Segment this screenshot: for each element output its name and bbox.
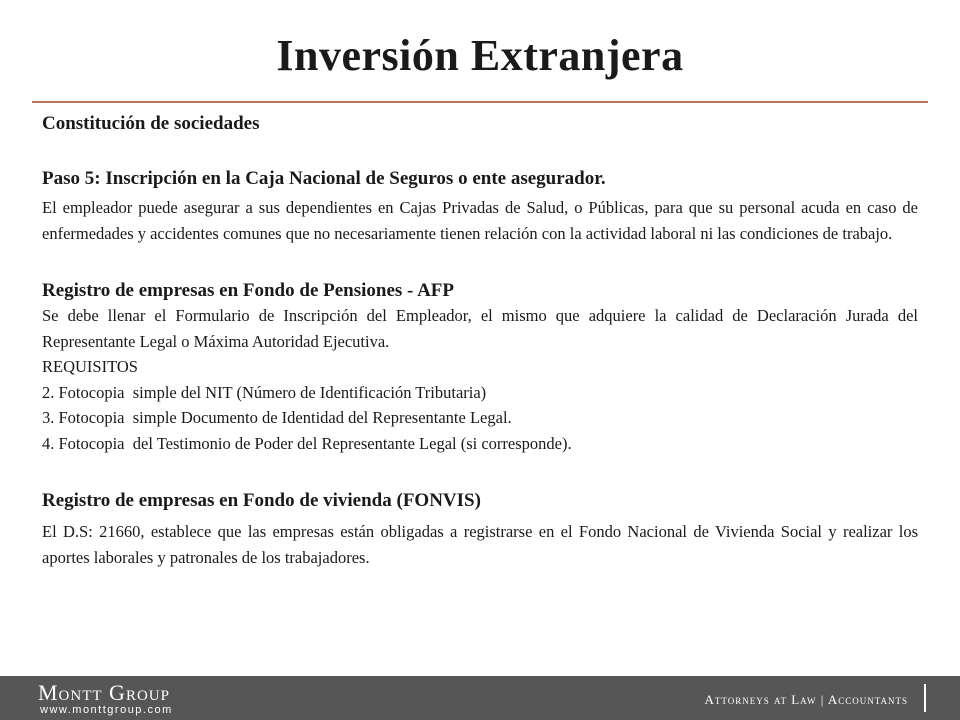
afp-requirements-label: REQUISITOS [42,357,138,377]
slide-title: Inversión Extranjera [276,31,684,80]
afp-requirement-item: 2. Fotocopia simple del NIT (Número de Identificación Tributaria) [42,382,487,402]
footer-tagline: Attorneys at Law | Accountants [704,692,908,707]
step5-body: El empleador puede asegurar a sus dependientes en Cajas Privadas de Salud, o Públicas, para que su personal acuda en caso de enfermedades y accidentes comunes que no necesariamente tienen relación con la actividad laboral ni las condiciones de trabajo. [42,198,918,243]
footer-bar [0,676,960,720]
section-heading: Constitución de sociedades [42,113,260,134]
company-url: www.monttgroup.com [40,704,173,716]
company-logo: Montt Group [38,680,170,705]
spacer [42,457,918,489]
slide-content [42,112,918,570]
afp-requirement-item: 4. Fotocopia del Testimonio de Poder del Representante Legal (si corresponde). [42,434,572,453]
afp-requirement-item: 3. Fotocopia simple Documento de Identidad del Representante Legal. [42,408,512,428]
fonvis-body: El D.S: 21660, establece que las empresas están obligadas a registrarse en el Fondo Nacional de Vivienda Social y realizar los aportes laborales y patronales de los trabajadores. [42,522,918,567]
step5-heading: Paso 5: Inscripción en la Caja Nacional de Seguros o ente asegurador. [42,167,606,189]
footer-vertical-divider [924,684,926,712]
spacer [42,247,918,279]
spacer [42,137,918,167]
afp-body: Se debe llenar el Formulario de Inscripción del Empleador, el mismo que adquiere la calidad de Declaración Jurada del Representante Legal o Máxima Autoridad Ejecutiva. [42,306,918,351]
title-divider [32,101,928,103]
afp-heading: Registro de empresas en Fondo de Pensiones - AFP [42,279,455,301]
fonvis-heading: Registro de empresas en Fondo de vivienda (FONVIS) [42,489,481,511]
